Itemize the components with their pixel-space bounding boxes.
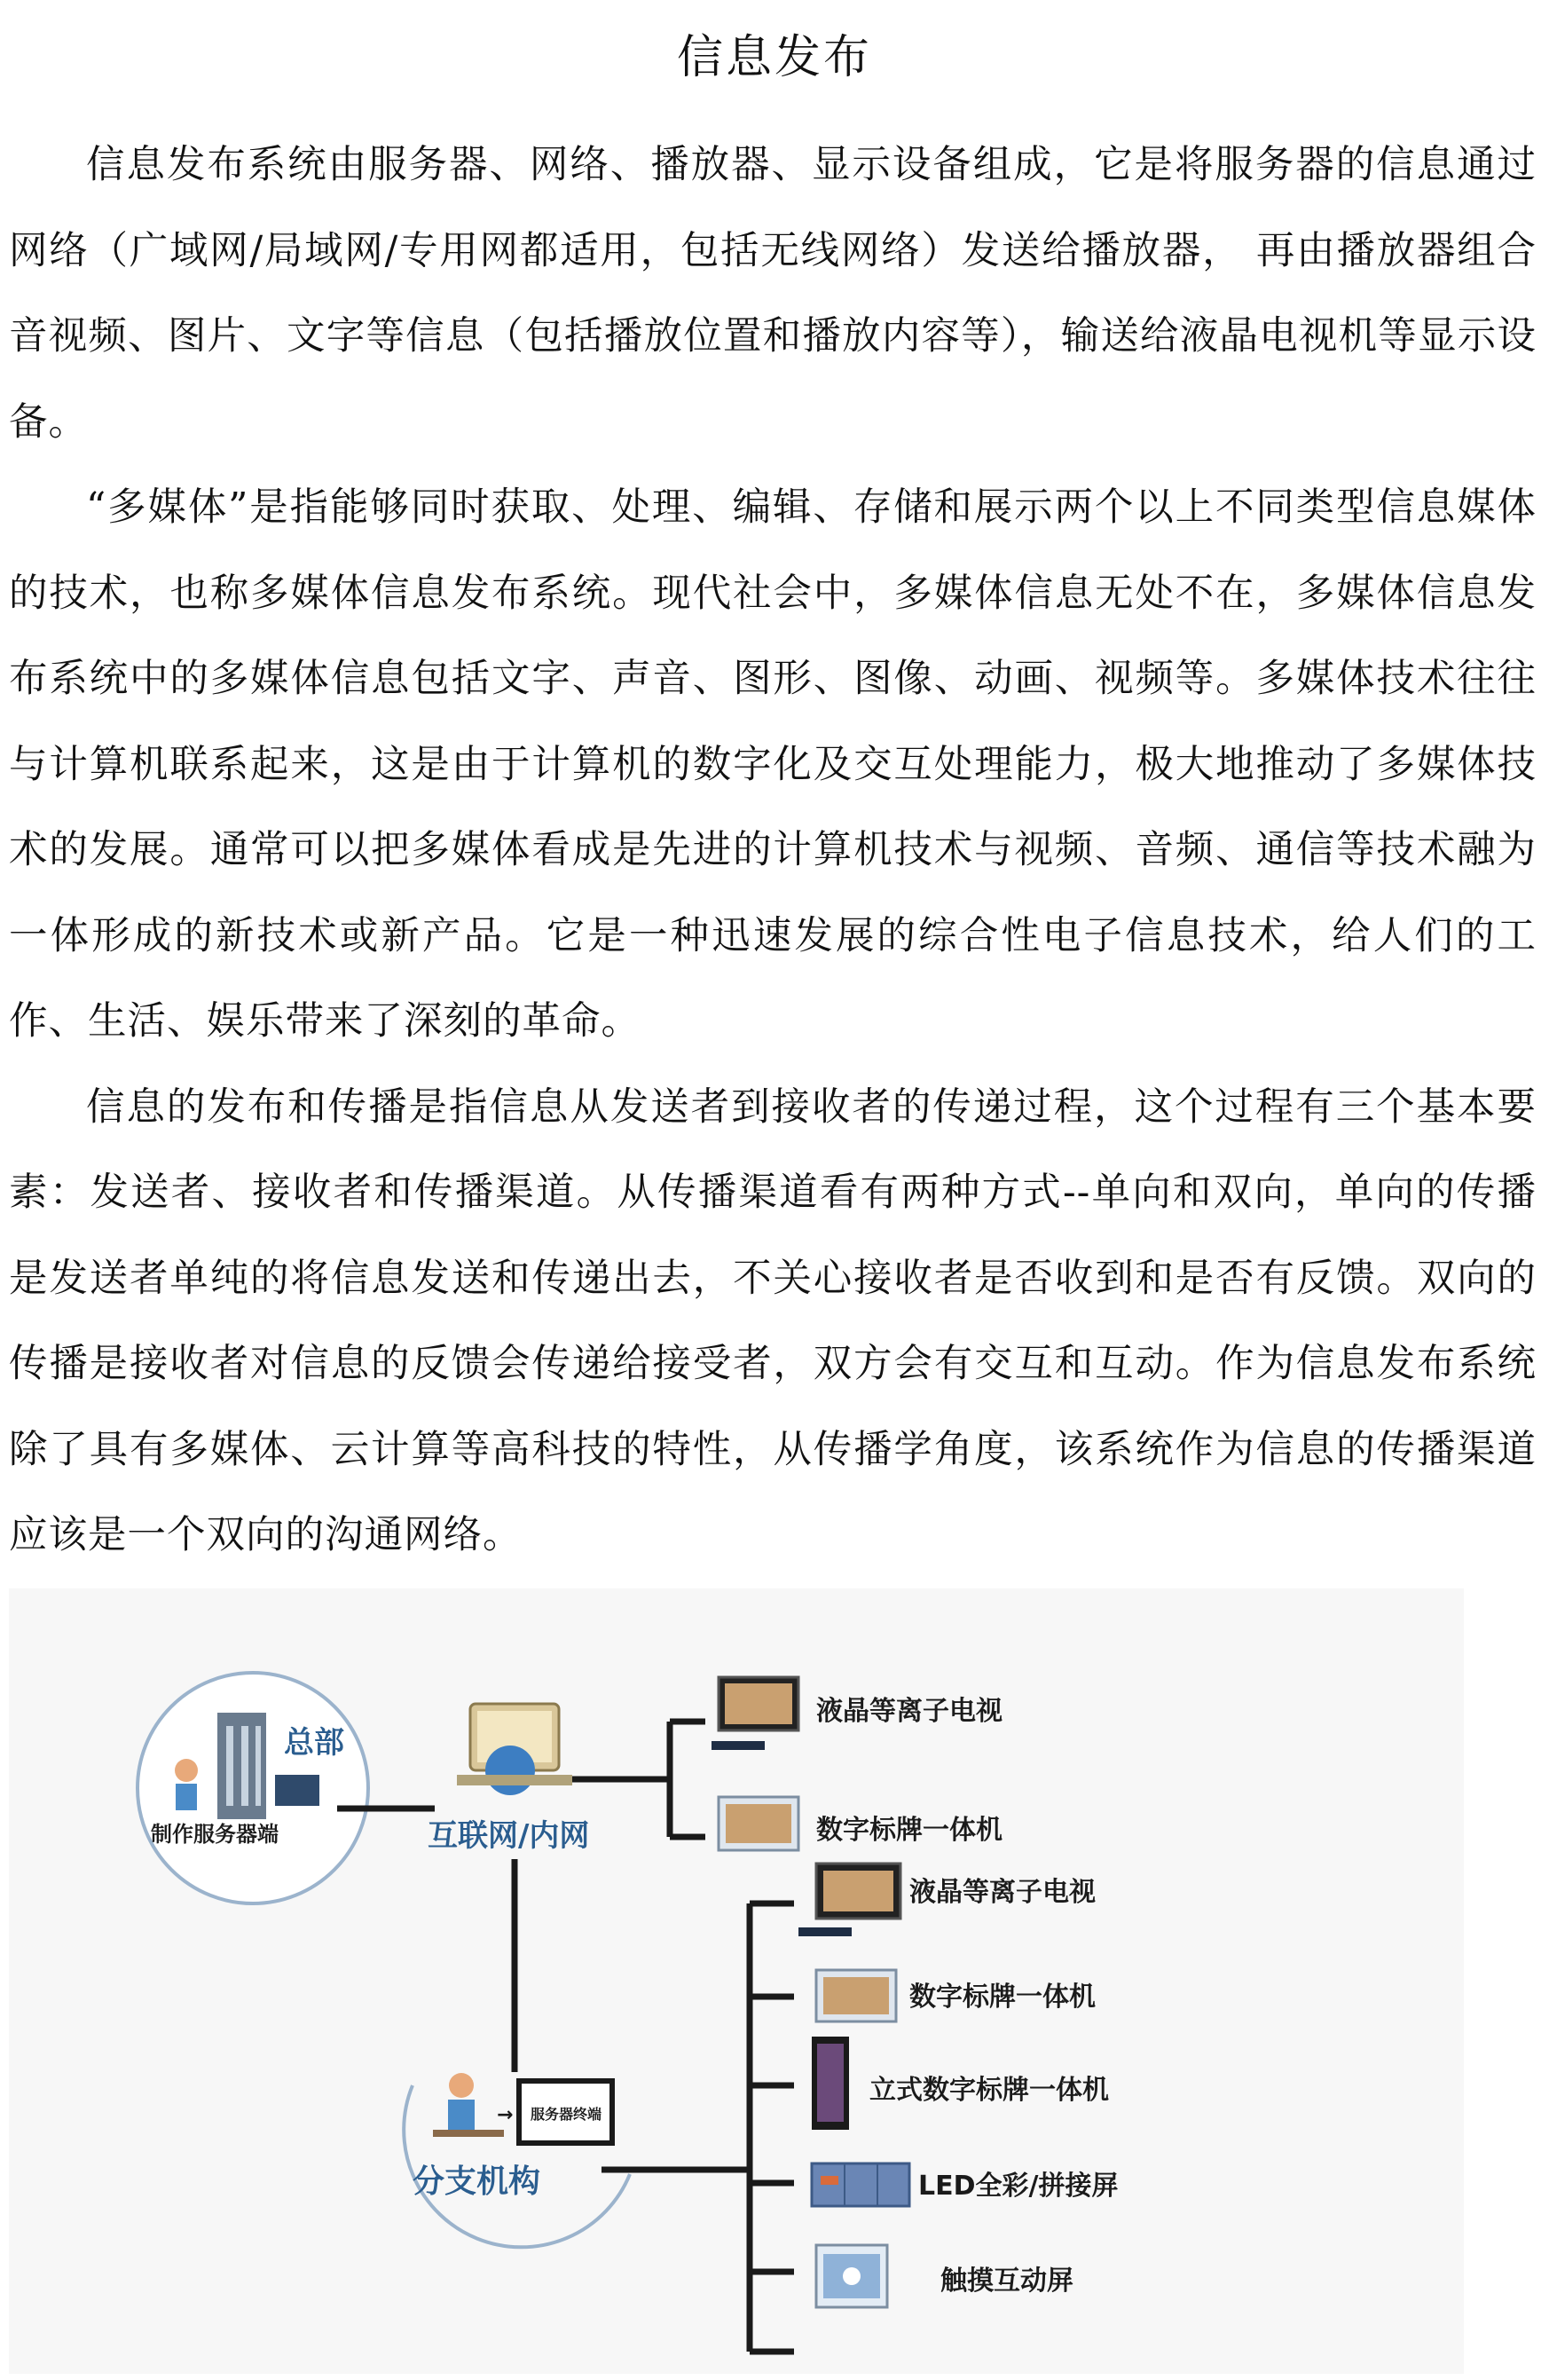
branch-display-touch <box>816 2245 1073 2307</box>
branch-display-standing <box>812 2037 1109 2130</box>
page-title: 信息发布 <box>676 31 872 84</box>
display-label: 数字标牌一体机 <box>909 1982 1096 2013</box>
headquarters-node <box>138 1673 368 1903</box>
server-terminal-label: 服务器终端 <box>531 2106 602 2123</box>
production-server-label: 制作服务器端 <box>151 1822 279 1847</box>
network-label: 互联网/内网 <box>428 1818 590 1854</box>
display-label: 数字标牌一体机 <box>816 1815 1003 1846</box>
globe-icon <box>485 1746 535 1795</box>
arrow-icon: → <box>497 2104 514 2126</box>
branch-display-signage <box>816 1970 1096 2021</box>
display-label: LED全彩/拼接屏 <box>918 2171 1119 2202</box>
headquarters-label: 总部 <box>284 1725 344 1761</box>
display-label: 液晶等离子电视 <box>909 1877 1096 1908</box>
paragraph: 信息的发布和传播是指信息从发送者到接收者的传递过程，这个过程有三个基本要素：发送者、接收者和传播渠道。从传播渠道看有两种方式--单向和双向，单向的传播是发送者单纯的将信息发送和传递出去，不关心接收者是否收到和是否有反馈。双向的传播是接收者对信息的反馈会传递给接受者，双方会有交互和互动。作为信息发布系统除了具有多媒体、云计算等高科技的特性，从传播学角度，该系统作为信息的传播渠道应该是一个双向的沟通网络。 <box>9 1084 1537 1557</box>
network-node <box>428 1704 589 1854</box>
branch-node <box>404 2073 630 2247</box>
person-icon <box>449 2073 474 2098</box>
display-label: 立式数字标牌一体机 <box>869 2075 1109 2106</box>
branch-display-tv <box>798 1864 1096 1936</box>
display-label: 液晶等离子电视 <box>816 1696 1003 1727</box>
hq-display-tv <box>712 1677 1003 1750</box>
person-icon <box>175 1759 198 1782</box>
display-label: 触摸互动屏 <box>940 2266 1073 2297</box>
server-monitor-icon <box>275 1775 319 1806</box>
hq-display-signage <box>719 1797 1003 1850</box>
diagram-svg <box>9 1588 1464 2374</box>
paragraph: 信息发布系统由服务器、网络、播放器、显示设备组成，它是将服务器的信息通过网络（广域网/局域网/专用网都适用，包括无线网络）发送给播放器， 再由播放器组合音视频、图片、文字等信息（包括播放位置和播放内容等），输送给液晶电视机等显示设备。 <box>9 143 1537 445</box>
paragraph: “多媒体”是指能够同时获取、处理、编辑、存储和展示两个以上不同类型信息媒体的技术，也称多媒体信息发布系统。现代社会中，多媒体信息无处不在，多媒体信息发布系统中的多媒体信息包括文字、声音、图形、图像、动画、视频等。多媒体技术往往与计算机联系起来，这是由于计算机的数字化及交互处理能力，极大地推动了多媒体技术的发展。通常可以把多媒体看成是先进的计算机技术与视频、音频、通信等技术融为一体形成的新技术或新产品。它是一种迅速发展的综合性电子信息技术，给人们的工作、生活、娱乐带来了深刻的革命。 <box>9 485 1537 1044</box>
branch-label: 分支机构 <box>413 2163 541 2200</box>
system-diagram <box>9 1588 1464 2374</box>
branch-display-led <box>812 2163 1118 2206</box>
body-text <box>9 122 1537 1579</box>
